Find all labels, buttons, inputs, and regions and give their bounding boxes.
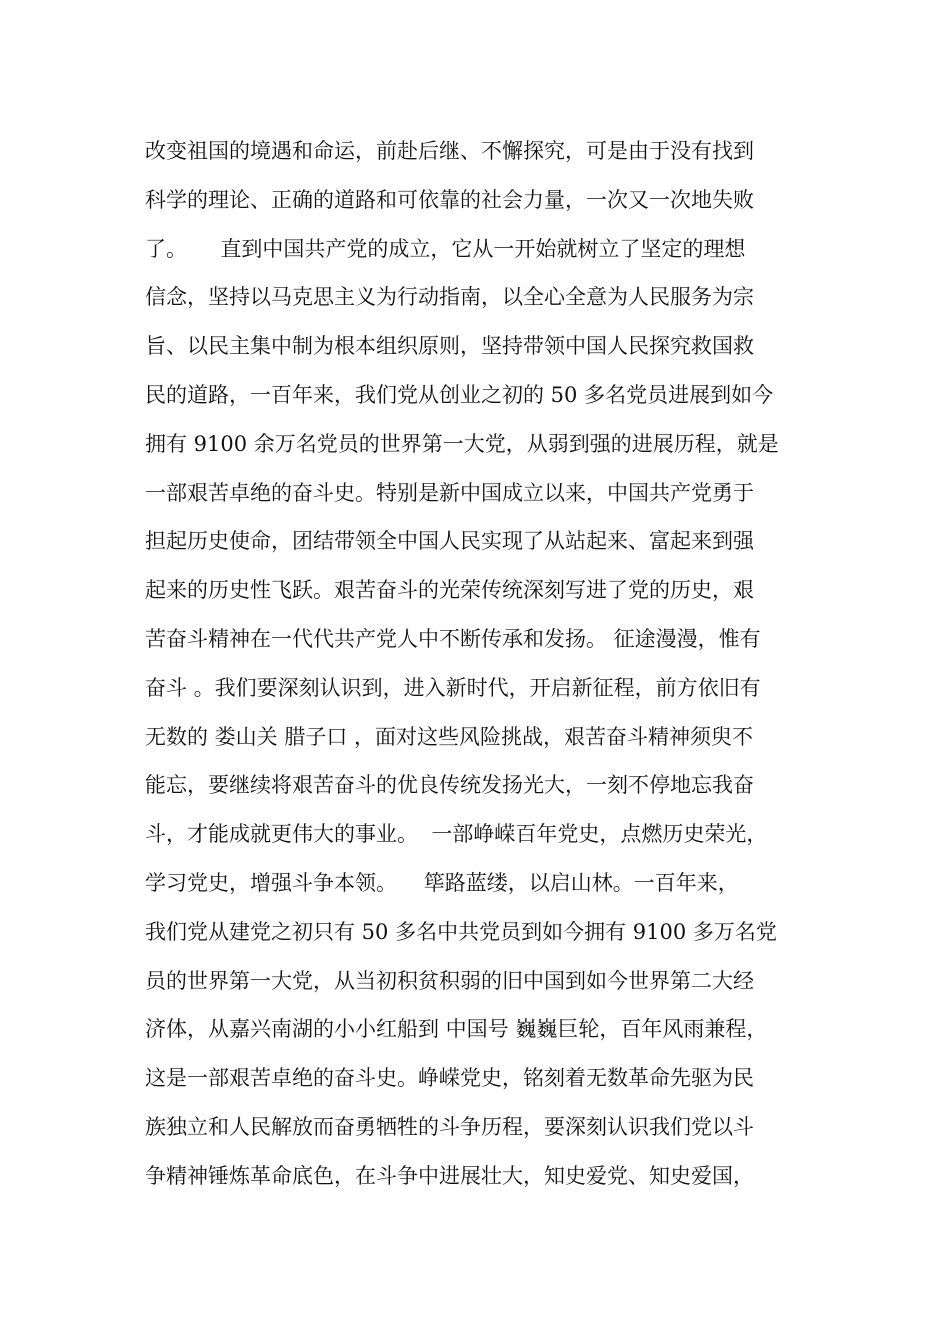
text-line: 能忘，要继续将艰苦奋斗的优良传统发扬光大，一刻不停地忘我奋 xyxy=(145,773,754,798)
text-line: 拥有 9100 余万名党员的世界第一大党，从弱到强的进展历程，就是 xyxy=(145,431,779,456)
text-line: 争精神锤炼革命底色，在斗争中进展壮大，知史爱党、知史爱国， xyxy=(145,1163,754,1188)
text-line: 民的道路，一百年来，我们党从创业之初的 50 多名党员进展到如今 xyxy=(145,382,774,407)
text-line: 无数的 娄山关 腊子口 ，面对这些风险挑战，艰苦奋斗精神须臾不 xyxy=(145,724,754,749)
text-line: 改变祖国的境遇和命运，前赴后继、不懈探究，可是由于没有找到 xyxy=(145,139,754,163)
text-line: 担起历史使命，团结带领全中国人民实现了从站起来、富起来到强 xyxy=(145,529,754,554)
text-line: 苦奋斗精神在一代代共产党人中不断传承和发扬。 征途漫漫，惟有 xyxy=(145,626,761,651)
text-line: 了。 直到中国共产党的成立，它从一开始就树立了坚定的理想 xyxy=(145,236,746,261)
text-line: 斗，才能成就更伟大的事业。 一部峥嵘百年党史，点燃历史荣光， xyxy=(145,822,768,847)
text-line: 我们党从建党之初只有 50 多名中共党员到如今拥有 9100 多万名党 xyxy=(145,919,777,944)
text-line: 旨、以民主集中制为根本组织原则，坚持带领中国人民探究救国救 xyxy=(145,334,754,359)
text-line: 学习党史，增强斗争本领。 筚路蓝缕，以启山林。一百年来， xyxy=(145,870,739,895)
text-line: 一部艰苦卓绝的奋斗史。特别是新中国成立以来，中国共产党勇于 xyxy=(145,480,754,505)
text-line: 族独立和人民解放而奋勇牺牲的斗争历程，要深刻认识我们党以斗 xyxy=(145,1114,754,1139)
text-line: 员的世界第一大党，从当初积贫积弱的旧中国到如今世界第二大经 xyxy=(145,968,754,993)
body-text xyxy=(145,127,835,1201)
text-line: 奋斗 。我们要深刻认识到，进入新时代，开启新征程，前方依旧有 xyxy=(145,675,761,700)
text-line: 信念，坚持以马克思主义为行动指南，以全心全意为人民服务为宗 xyxy=(145,285,754,310)
text-line: 起来的历史性飞跃。艰苦奋斗的光荣传统深刻写进了党的历史，艰 xyxy=(145,578,754,603)
text-line: 科学的理论、正确的道路和可依靠的社会力量，一次又一次地失败 xyxy=(145,187,754,212)
text-line: 济体，从嘉兴南湖的小小红船到 中国号 巍巍巨轮，百年风雨兼程， xyxy=(145,1017,768,1042)
text-line: 这是一部艰苦卓绝的奋斗史。峥嵘党史，铭刻着无数革命先驱为民 xyxy=(145,1066,754,1091)
